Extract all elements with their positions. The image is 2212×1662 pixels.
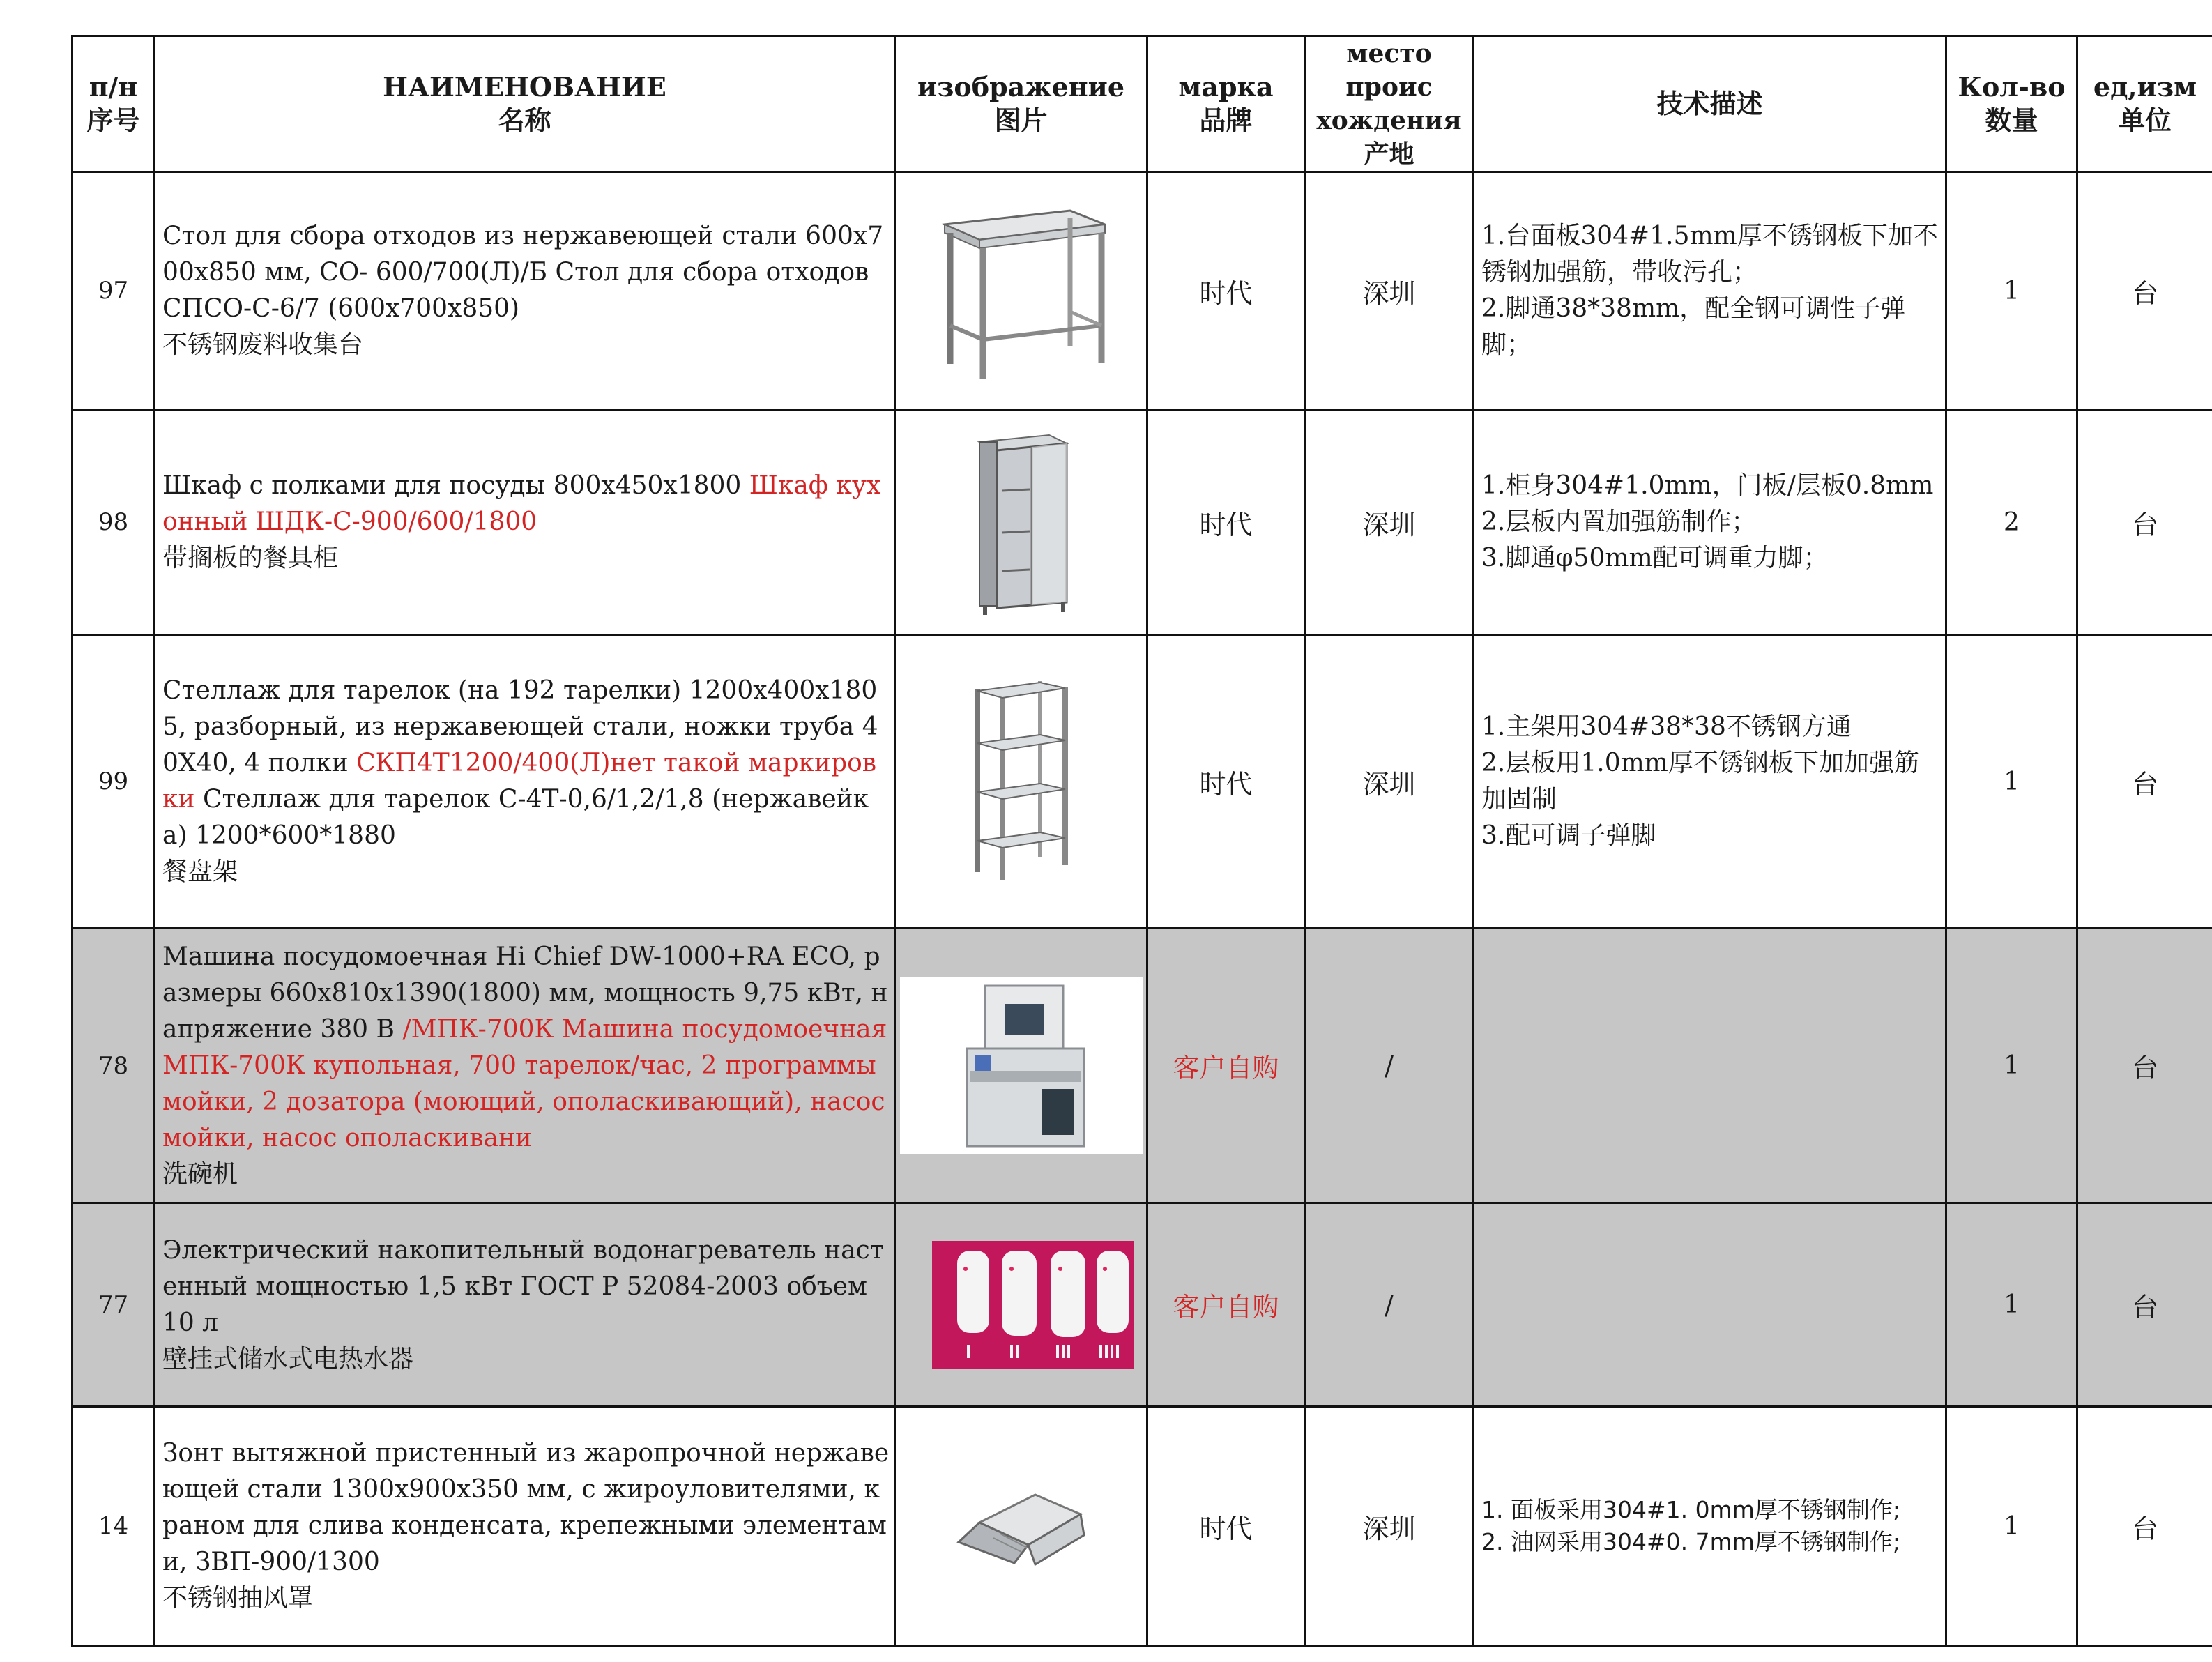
row-brand: 客户自购 — [1147, 1203, 1305, 1407]
header-no: п/н 序号 — [73, 36, 155, 172]
row-origin: 深圳 — [1305, 1407, 1474, 1646]
row-origin: / — [1305, 1203, 1474, 1407]
row-unit: 台 — [2077, 410, 2212, 635]
header-name: НАИМЕНОВАНИЕ 名称 — [155, 36, 895, 172]
dishwasher-icon — [900, 977, 1143, 1154]
row-tech — [1474, 1203, 1946, 1407]
header-unit: ед,изм 单位 — [2077, 36, 2212, 172]
row-image — [895, 172, 1147, 410]
row-image — [895, 929, 1147, 1203]
row-no: 77 — [73, 1203, 155, 1407]
header-origin: место проис хождения 产地 — [1305, 36, 1474, 172]
row-brand: 时代 — [1147, 410, 1305, 635]
table-row — [73, 929, 2212, 1203]
row-unit: 台 — [2077, 1203, 2212, 1407]
row-qty: 1 — [1946, 929, 2077, 1203]
row-brand: 客户自购 — [1147, 929, 1305, 1203]
row-no: 98 — [73, 410, 155, 635]
row-unit: 台 — [2077, 1407, 2212, 1646]
table-row — [73, 410, 2212, 635]
row-name: Электрический накопительный водонагреватель настенный мощностью 1,5 кВт ГОСТ Р 52084-2003 объем 10 л 壁挂式储水式电热水器 — [155, 1203, 895, 1407]
plate-shelf-icon — [962, 677, 1081, 886]
row-origin: 深圳 — [1305, 635, 1474, 929]
row-unit: 台 — [2077, 929, 2212, 1203]
row-qty: 2 — [1946, 410, 2077, 635]
row-no: 99 — [73, 635, 155, 929]
row-unit: 台 — [2077, 172, 2212, 410]
row-brand: 时代 — [1147, 1407, 1305, 1646]
row-origin: 深圳 — [1305, 172, 1474, 410]
row-origin: / — [1305, 929, 1474, 1203]
row-tech: 1.柜身304#1.0mm，门板/层板0.8mm 2.层板内置加强筋制作； 3.脚通φ50mm配可调重力脚； — [1474, 410, 1946, 635]
row-no: 97 — [73, 172, 155, 410]
header-row — [73, 36, 2212, 172]
row-name: Зонт вытяжной пристенный из жаропрочной нержавеющей стали 1300х900х350 мм, с жироуловителями, краном для слива конденсата, крепежными элементами, ЗВП-900/1300 不锈钢抽风罩 — [155, 1407, 895, 1646]
table-row — [73, 635, 2212, 929]
header-brand: марка 品牌 — [1147, 36, 1305, 172]
row-qty: 1 — [1946, 635, 2077, 929]
header-image: изображение 图片 — [895, 36, 1147, 172]
table-row — [73, 172, 2212, 410]
exhaust-hood-icon — [952, 1481, 1091, 1571]
row-tech: 1. 面板采用304#1. 0mm厚不锈钢制作; 2. 油网采用304#0. 7mm厚不锈钢制作; — [1474, 1407, 1946, 1646]
row-name: Стол для сбора отходов из нержавеющей стали 600х700х850 мм, СО- 600/700(Л)/Б Стол для сбора отходов СПСО-С-6/7 (600х700х850) 不锈钢废料收集台 — [155, 172, 895, 410]
stainless-table-icon — [931, 197, 1112, 385]
row-qty: 1 — [1946, 1203, 2077, 1407]
row-tech: 1.台面板304#1.5mm厚不锈钢板下加不锈钢加强筋，带收污孔； 2.脚通38*38mm，配全钢可调性子弹脚； — [1474, 172, 1946, 410]
row-image — [895, 410, 1147, 635]
row-image — [895, 635, 1147, 929]
row-qty: 1 — [1946, 1407, 2077, 1646]
row-no: 78 — [73, 929, 155, 1203]
row-image — [895, 1407, 1147, 1646]
row-name: Стеллаж для тарелок (на 192 тарелки) 1200х400х1805, разборный, из нержавеющей стали, ножки труба 40Х40, 4 полки СКП4Т1200/400(Л)нет такой маркировки Стеллаж для тарелок С-4Т-0,6/1,2/1,8 (нержавейка) 1200*600*1880 餐盘架 — [155, 635, 895, 929]
header-qty: Кол-во 数量 — [1946, 36, 2077, 172]
steel-cabinet-icon — [966, 428, 1077, 616]
row-origin: 深圳 — [1305, 410, 1474, 635]
row-unit: 台 — [2077, 635, 2212, 929]
row-qty: 1 — [1946, 172, 2077, 410]
row-tech: 1.主架用304#38*38不锈钢方通 2.层板用1.0mm厚不锈钢板下加加强筋加固制 3.配可调子弹脚 — [1474, 635, 1946, 929]
table-row — [73, 1203, 2212, 1407]
equipment-spec-table — [71, 35, 2212, 1647]
table-row — [73, 1407, 2212, 1646]
water-heater-icon — [932, 1241, 1134, 1369]
header-tech: 技术描述 — [1474, 36, 1946, 172]
row-brand: 时代 — [1147, 635, 1305, 929]
row-image — [895, 1203, 1147, 1407]
row-name: Машина посудомоечная Hi Chief DW-1000+RA ECO, размеры 660х810х1390(1800) мм, мощность 9,75 кВт, напряжение 380 В /МПК-700К Машина посудомоечная МПК-700К купольная, 700 тарелок/час, 2 программы мойки, 2 дозатора (моющий, ополаскивающий), насос мойки, насос ополаскивани 洗碗机 — [155, 929, 895, 1203]
row-brand: 时代 — [1147, 172, 1305, 410]
row-no: 14 — [73, 1407, 155, 1646]
row-tech — [1474, 929, 1946, 1203]
row-name: Шкаф с полками для посуды 800х450х1800 Шкаф кухонный ШДК-С-900/600/1800 带搁板的餐具柜 — [155, 410, 895, 635]
